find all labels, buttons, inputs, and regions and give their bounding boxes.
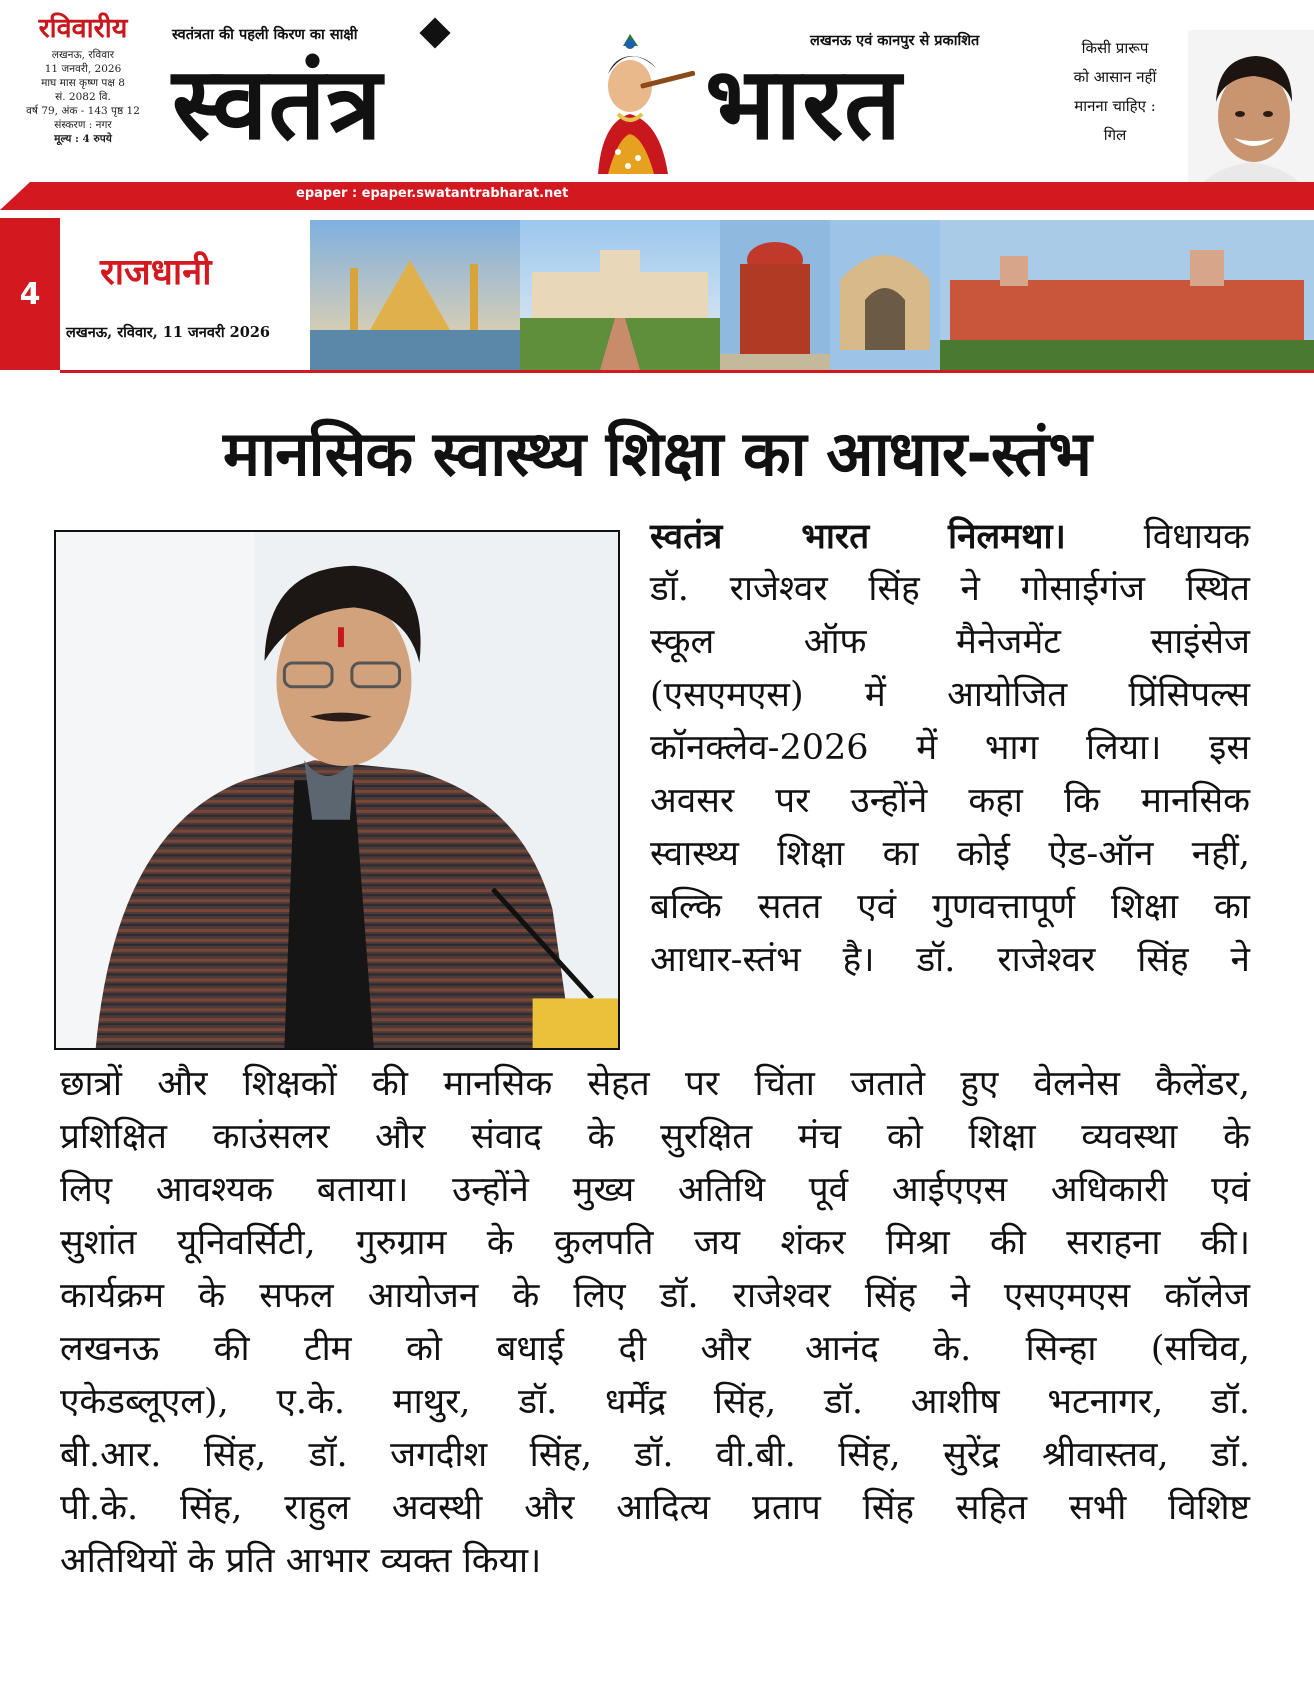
meta-line: संस्करण : नगर <box>54 119 112 131</box>
krishna-flute-logo-icon <box>568 34 703 174</box>
meta-line: सं. 2082 वि. <box>55 91 111 103</box>
edition-info <box>8 14 158 146</box>
quote-line: को आसान नहीं <box>1073 68 1157 86</box>
body-line: लखनऊ की टीम को बधाई दी और आनंद के. सिन्हा (सचिव, <box>60 1329 1250 1369</box>
quote-line: गिल <box>1103 126 1127 144</box>
body-line: अवसर पर उन्होंने कहा कि मानसिक <box>650 781 1250 821</box>
article-photo[interactable] <box>54 530 620 1050</box>
edition-day: रविवारीय <box>38 13 128 44</box>
meta-line: वर्ष 79, अंक - 143 पृष्ठ 12 <box>26 105 140 117</box>
article-body-column <box>650 510 1250 987</box>
quote-line: मानना चाहिए : <box>1074 97 1156 115</box>
body-line: कॉनक्लेव-2026 में भाग लिया। इस <box>650 728 1250 768</box>
body-text: विधायक <box>1143 517 1250 557</box>
article-body-full-width <box>60 1058 1250 1588</box>
body-line: डॉ. राजेश्वर सिंह ने गोसाईगंज स्थित <box>650 569 1250 609</box>
body-line: प्रशिक्षित काउंसलर और संवाद के सुरक्षित मंच को शिक्षा व्यवस्था के <box>60 1117 1250 1157</box>
meta-line: माघ मास कृष्ण पक्ष 8 <box>41 77 125 89</box>
body-line: (एसएमएस) में आयोजित प्रिंसिपल्स <box>650 675 1250 715</box>
body-line: छात्रों और शिक्षकों की मानसिक सेहत पर चिंता जताते हुए वेलनेस कैलेंडर, <box>60 1064 1250 1104</box>
edition-meta <box>8 48 158 146</box>
meta-line: लखनऊ, रविवार <box>51 49 115 61</box>
quote-line: किसी प्रारूप <box>1081 39 1149 57</box>
teaser-quote[interactable] <box>1040 34 1190 150</box>
body-line: कार्यक्रम के सफल आयोजन के लिए डॉ. राजेश्वर सिंह ने एसएमएस कॉलेज <box>60 1276 1250 1316</box>
body-line: एकेडब्लूएल), ए.के. माथुर, डॉ. धर्मेंद्र सिंह, डॉ. आशीष भटनागर, डॉ. <box>60 1382 1250 1422</box>
published-from: लखनऊ एवं कानपुर से प्रकाशित <box>810 32 980 49</box>
meta-line: 11 जनवरी, 2026 <box>44 63 122 75</box>
price: मूल्य : 4 रुपये <box>54 133 112 145</box>
body-line: बी.आर. सिंह, डॉ. जगदीश सिंह, डॉ. वी.बी. सिंह, सुरेंद्र श्रीवास्तव, डॉ. <box>60 1435 1250 1475</box>
epaper-link[interactable]: epaper : epaper.swatantrabharat.net <box>296 186 569 201</box>
epaper-bar <box>0 182 1314 210</box>
page-number: 4 <box>0 218 60 370</box>
body-line <box>650 510 1250 563</box>
epaper-bar-slant <box>0 182 30 210</box>
body-line: आधार-स्तंभ है। डॉ. राजेश्वर सिंह ने <box>650 940 1250 980</box>
body-line: अतिथियों के प्रति आभार व्यक्त किया। <box>60 1541 542 1581</box>
body-line: सुशांत यूनिवर्सिटी, गुरुग्राम के कुलपति जय शंकर मिश्रा की सराहना की। <box>60 1223 1250 1263</box>
logo-word-bharat: भारत <box>705 44 903 162</box>
body-line: बल्कि सतत एवं गुणवत्तापूर्ण शिक्षा का <box>650 887 1250 927</box>
article-dateline: स्वतंत्र भारत निलमथा। <box>650 516 1066 557</box>
lucknow-landmarks-photo-strip <box>310 220 1314 370</box>
body-line: स्कूल ऑफ मैनेजमेंट साइंसेज <box>650 622 1250 662</box>
diamond-ornament-icon <box>419 17 450 48</box>
body-line: स्वास्थ्य शिक्षा का कोई ऐड-ऑन नहीं, <box>650 834 1250 874</box>
body-line: लिए आवश्यक बताया। उन्होंने मुख्य अतिथि पूर्व आईएएस अधिकारी एवं <box>60 1170 1250 1210</box>
masthead <box>0 0 1314 212</box>
section-date: लखनऊ, रविवार, 11 जनवरी 2026 <box>66 324 270 341</box>
body-line: पी.के. सिंह, राहुल अवस्थी और आदित्य प्रताप सिंह सहित सभी विशिष्ट <box>60 1488 1250 1528</box>
logo-word-swatantra: स्वतंत्र <box>172 44 383 162</box>
section-title: राजधानी <box>100 251 212 293</box>
section-rule <box>60 370 1314 373</box>
tagline: स्वतंत्रता की पहली किरण का साक्षी <box>172 26 358 43</box>
article-headline: मानसिक स्वास्थ्य शिक्षा का आधार-स्तंभ <box>223 417 1091 490</box>
